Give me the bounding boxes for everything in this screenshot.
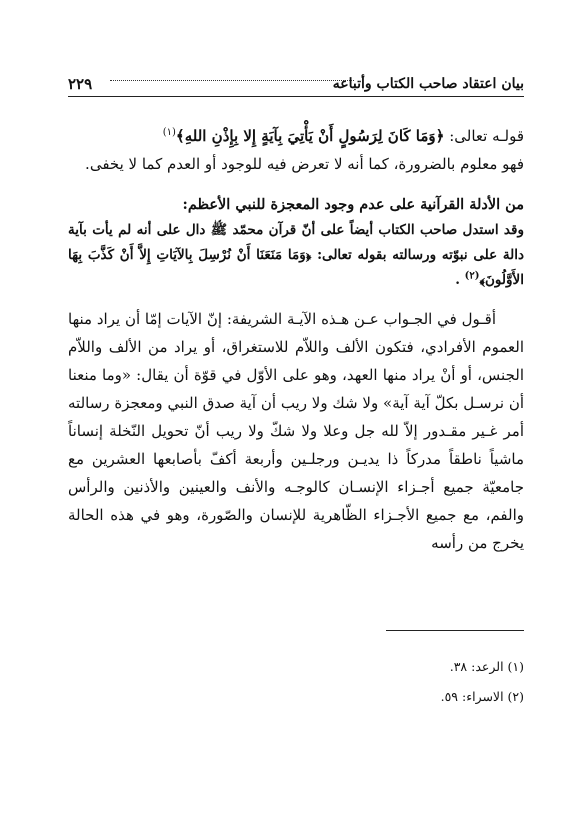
header-rule <box>68 96 524 97</box>
footnotes <box>68 652 524 712</box>
quran-verse-2: ﴿وَمَا مَنَعَنَا أَنْ نُرْسِلَ بِالآيَاتِ إِلاَّ أَنْ كَذَّبَ بِهَا الأَوَّلُونَ﴾ <box>68 247 524 288</box>
paragraph-2-text: وقد استدل صاحب الكتاب أيضاً على أنّ قرآن محمّد ﷺ دال على أنه لم يأت بآية دالة على نبوّته ورسالته بقوله تعالى: <box>68 222 524 263</box>
running-header <box>68 74 524 102</box>
paragraph-3: أقـول في الجـواب عـن هـذه الآيـة الشريفة: إنّ الآيات إمّا أن يراد منها العموم الأفرادي، فتكون الألف واللاّم للاستغراق، أو يراد من الألف واللاّم الجنس، أو أنْ يراد منها العهد، وهو على الأوّل في قوّة أن يقال: «وما منعنا أن نرسـل بكلّ آية آية» ولا شك ولا ريب أن آية صدق النبي ومعجزة رسالته أمر غـير مقـدور إلاّ لله جل وعلا ولا شكّ ولا ريب أنّ تحويل النّخلة إنساناً ماشياً ناطقاً مدركاً ذا يديـن ورجلـين وأربعة أكفّ بأصابعها العشرين مع جامعيّة جميع أجـزاء الإنسـان كالوجـه والأنف والعينين والأذنين والرأس والفم، مع جميع الأجـزاء الظّاهرية للإنسان والصّورة، وهو في هذه الحالة يخرج من رأسه <box>68 310 524 552</box>
verse-paragraph-1 <box>68 122 524 150</box>
footnote-1: (١) الرعد: ٣٨. <box>449 659 524 674</box>
header-leader-dots <box>110 80 354 81</box>
footnote-ref-2: (٢) <box>464 270 480 282</box>
document-page <box>68 74 524 814</box>
footnote-rule <box>386 630 524 631</box>
page-number: ٢٢٩ <box>68 75 93 93</box>
verse-intro: قولـه تعالى: <box>449 127 524 145</box>
header-title: بيان اعتقاد صاحب الكتاب وأتباعه <box>332 76 524 92</box>
quran-verse-1: ﴿وَمَا كَانَ لِرَسُولٍ أَنْ يَأْتِيَ بِآيَةٍ إِلا بِإِذْنِ اللهِ﴾ <box>175 127 445 145</box>
footnote-2: (٢) الاسراء: ٥٩. <box>440 689 524 704</box>
paragraph-1: فهو معلوم بالضرورة، كما أنه لا تعرض فيه للوجود أو العدم كما لا يخفى. <box>85 155 524 173</box>
section-heading: من الأدلة القرآنية على عدم وجود المعجزة للنبي الأعظم: <box>182 196 524 213</box>
paragraph-2: وقد استدل صاحب الكتاب أيضاً على أنّ قرآن محمّد ﷺ دال على أنه لم يأت بآية دالة على نبوّته ورسالته بقوله تعالى: ﴿وَمَا مَنَعَنَا أَنْ نُرْسِلَ بِالآيَاتِ إِلاَّ أَنْ كَذَّبَ بِهَا الأَوَّلُونَ﴾$^{(٢)}$ . <box>68 222 524 288</box>
footnote-ref-1: (١) <box>162 127 176 138</box>
